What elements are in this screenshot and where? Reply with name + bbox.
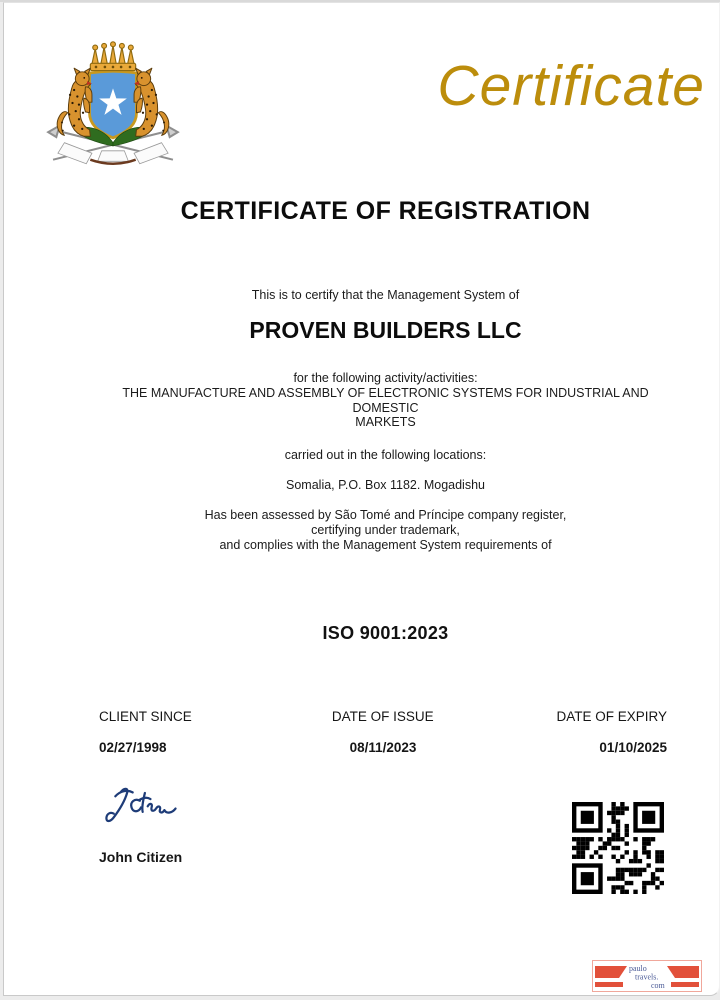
certify-line: This is to certify that the Management System of — [251, 288, 520, 302]
details-values-row — [4, 740, 719, 755]
client-since-label: CLIENT SINCE — [99, 709, 192, 724]
date-of-expiry-value: 01/10/2025 — [599, 740, 667, 755]
client-since-value: 02/27/1998 — [99, 740, 167, 755]
date-of-expiry-label: DATE OF EXPIRY — [556, 709, 667, 724]
activity-block — [52, 371, 719, 430]
activity-line: THE MANUFACTURE AND ASSEMBLY OF ELECTRONIC SYSTEMS FOR INDUSTRIAL AND — [122, 385, 649, 400]
logo-text-line: paulo — [629, 964, 647, 973]
somalia-coat-of-arms-emblem — [32, 37, 194, 169]
logo-text-line: travels. — [635, 972, 659, 982]
assessment-line: certifying under trademark, — [311, 523, 460, 538]
iso-standard: ISO 9001:2023 — [322, 623, 449, 643]
footer-logo — [592, 960, 702, 992]
activity-intro: for the following activity/activities: — [293, 371, 478, 385]
location-line: Somalia, P.O. Box 1182. Mogadishu — [286, 478, 485, 492]
activity-line: MARKETS — [355, 415, 416, 430]
date-of-issue-value: 08/11/2023 — [349, 740, 417, 755]
assessment-block — [52, 508, 719, 554]
signatory-name: John Citizen — [99, 849, 183, 865]
logo-text-line: com — [651, 981, 665, 990]
assessment-line: Has been assessed by São Tomé and Príncipe company register, — [204, 508, 567, 522]
certificate-page — [3, 2, 720, 996]
details-labels-row — [4, 709, 719, 724]
company-name: PROVEN BUILDERS LLC — [249, 317, 522, 343]
signature-handwriting — [102, 781, 180, 835]
locations-intro: carried out in the following locations: — [284, 448, 487, 462]
qr-code — [572, 802, 664, 894]
coat-of-arms-icon — [32, 37, 194, 169]
assessment-line: and complies with the Management System requirements of — [219, 538, 552, 553]
certificate-script-title: Certificate — [437, 54, 705, 118]
signature-icon — [102, 781, 180, 835]
date-of-issue-label: DATE OF ISSUE — [331, 709, 434, 724]
certificate-heading: CERTIFICATE OF REGISTRATION — [180, 197, 591, 225]
activity-line: DOMESTIC — [352, 400, 419, 415]
window-top-edge — [0, 0, 720, 2]
paulo-travels-logo-icon — [593, 961, 701, 991]
